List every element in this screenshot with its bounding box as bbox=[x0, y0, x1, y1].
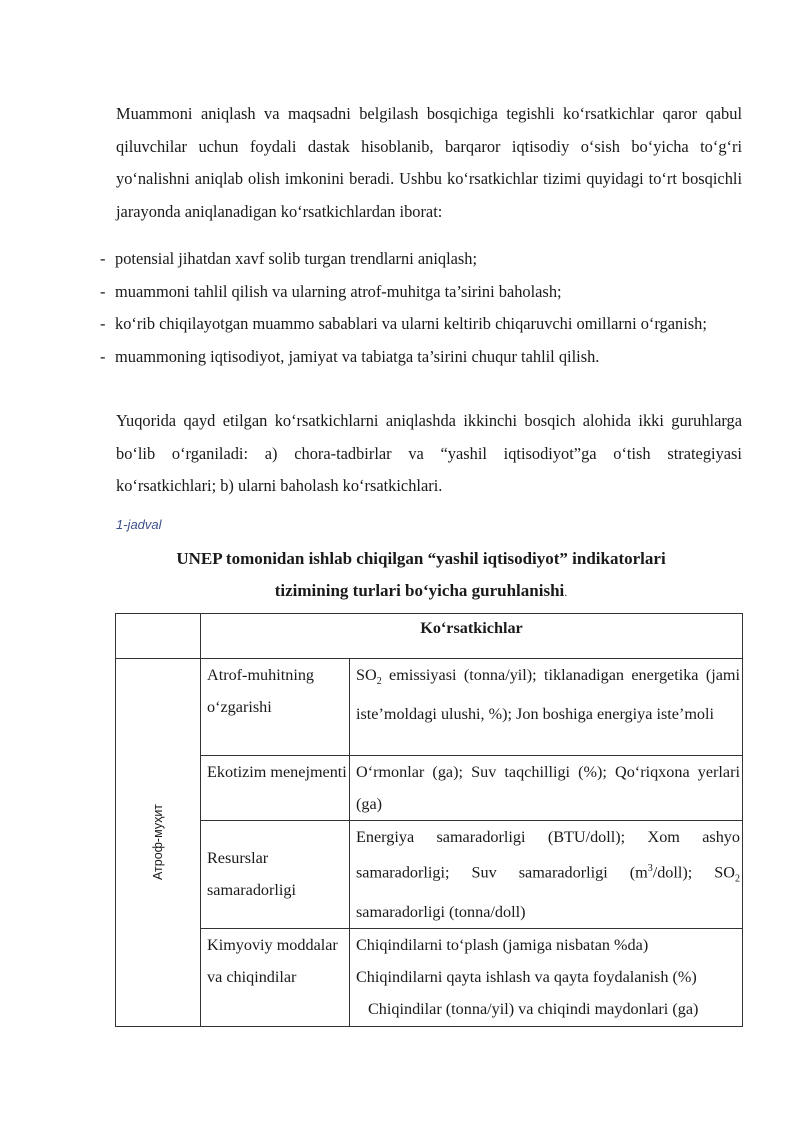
table-title-line2: tizimining turlari bo‘yicha guruhlanishi. bbox=[274, 581, 568, 600]
second-paragraph: Yuqorida qayd etilgan ko‘rsatkichlarni aniqlashda ikkinchi bosqich alohida ikki guruhlarga bo‘lib o‘rganiladi: a) chora-tadbirlar va “yashil iqtisodiyot”ga o‘tish strategiyasi ko‘rsatkichlari; b) ularni baholash ko‘rsatkichlari. bbox=[116, 411, 742, 495]
empty-header-cell bbox=[116, 614, 201, 659]
table-row bbox=[116, 821, 743, 929]
list-item: - muammoning iqtisodiyot, jamiyat va tabiatga ta’sirini chuqur tahlil qilish. bbox=[100, 341, 742, 374]
table-header-row bbox=[116, 614, 743, 659]
intro-paragraph: Muammoni aniqlash va maqsadni belgilash bosqichiga tegishli ko‘rsatkichlar qaror qabul qiluvchilar uchun foydali dastak hisoblanib, barqaror iqtisodiy o‘sish bo‘yicha to‘g‘ri yo‘nalishni aniqlab olish imkonini beradi. Ushbu ko‘rsatkichlar tizimi quyidagi to‘rt bosqichli jarayonda aniqlanadigan ko‘rsatkichlardan iborat: bbox=[116, 104, 742, 221]
table-row bbox=[116, 756, 743, 821]
indicator-line: Chiqindilarni to‘plash (jamiga nisbatan %da) bbox=[356, 935, 649, 954]
table-caption: 1-jadval bbox=[116, 517, 162, 532]
bullet-dash: - bbox=[100, 314, 106, 333]
group-label: Атроф-муҳит bbox=[151, 804, 165, 881]
table-row bbox=[116, 659, 743, 756]
indicator-line: Chiqindilar (tonna/yil) va chiqindi maydonlari (ga) bbox=[368, 999, 699, 1018]
table-header: Ko‘rsatkichlar bbox=[201, 614, 743, 659]
indicator-cell: O‘rmonlar (ga); Suv taqchilligi (%); Qo‘riqxona yerlari (ga) bbox=[350, 756, 743, 821]
list-item: - ko‘rib chiqilayotgan muammo sabablari va ularni keltirib chiqaruvchi omillarni o‘rganish; bbox=[100, 308, 742, 341]
list-item: - potensial jihatdan xavf solib turgan trendlarni aniqlash; bbox=[100, 243, 742, 276]
category-cell: Ekotizim menejmenti bbox=[201, 756, 350, 821]
stage-list bbox=[100, 243, 742, 373]
bullet-dash: - bbox=[100, 346, 106, 366]
indicators-table bbox=[115, 613, 743, 1027]
bullet-dash: - bbox=[100, 249, 106, 268]
group-label-cell bbox=[116, 659, 201, 1027]
category-cell: Kimyoviy moddalar va chiqindilar bbox=[201, 928, 350, 1026]
bullet-dash: - bbox=[100, 281, 106, 301]
category-cell: Resurslar samaradorligi bbox=[201, 821, 350, 929]
table-row bbox=[116, 928, 743, 1026]
table-title-line1: UNEP tomonidan ishlab chiqilgan “yashil iqtisodiyot” indikatorlari bbox=[176, 549, 666, 568]
indicator-line: Chiqindilarni qayta ishlash va qayta foydalanish (%) bbox=[356, 967, 697, 986]
list-item: - muammoni tahlil qilish va ularning atrof-muhitga ta’sirini baholash; bbox=[100, 276, 742, 309]
indicator-cell: Energiya samaradorligi (BTU/doll); Xom ashyo samaradorligi; Suv samaradorligi $(m^3/doll)$; $SO_2$ samaradorligi (tonna/doll) bbox=[350, 821, 743, 929]
category-cell: Atrof-muhitning o‘zgarishi bbox=[201, 659, 350, 756]
indicator-cell: $SO_2$ emissiyasi (tonna/yil); tiklanadigan energetika (jami iste’moldagi ulushi, %); Jon boshiga energiya iste’moli bbox=[350, 659, 743, 756]
indicator-cell bbox=[350, 928, 743, 1026]
